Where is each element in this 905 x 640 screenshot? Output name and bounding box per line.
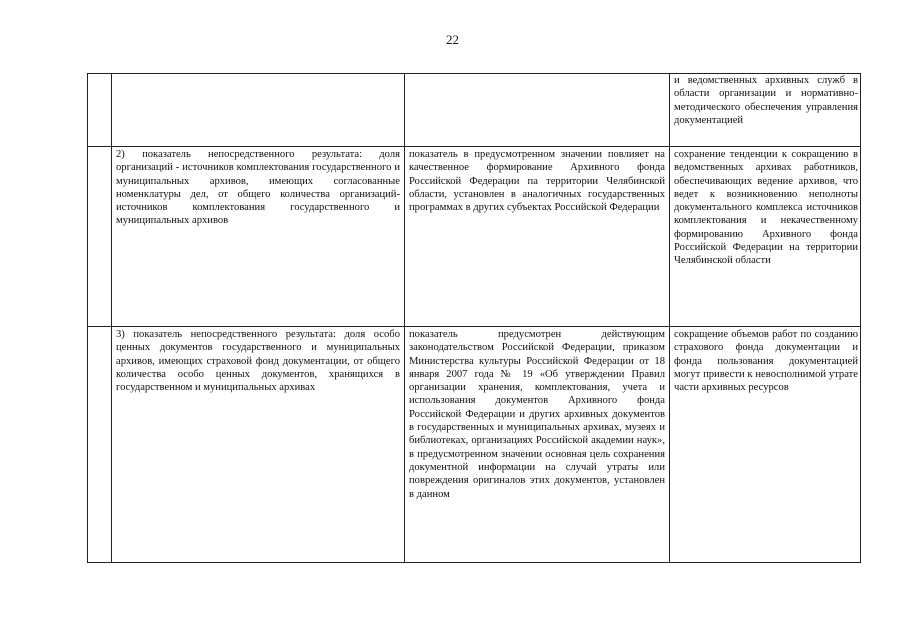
table-cell-risk: сокращение объемов работ по созданию страхового фонда документации и фонда пользования документацией могут привести к невосполнимой утрате части архивных ресурсов [674,329,858,394]
column-divider [404,74,405,562]
table-cell-indicator: 2) показатель непосредственного результата: доля организаций - источников комплектования государственного и муниципальных архивов, имеющих согласованные номенклатуры дел, от общего количества организаций-источников комплектования государственного и муниципальных архивов [116,149,400,227]
table-cell-justification: показатель предусмотрен действующим законодательством Российской Федерации, приказом Министерства культуры Российской Федерации от 18 января 2007 года № 19 «Об утверждении Правил организации хранения, комплектования, учета и использования документов Архивного фонда Российской Федерации и других архивных документов в государственных и муниципальных архивах, музеях и библиотеках, организациях Российской академии наук», в предусмотренном значении основная цель сохранения документной информации на случай утраты или повреждения оригиналов этих документов, установлен в данном [409,329,665,500]
table-cell-number [88,74,111,146]
table-cell-number [88,147,111,326]
page-number: 22 [446,32,459,47]
column-divider [111,74,112,562]
indicator-table [87,73,861,563]
table-cell-indicator: 3) показатель непосредственного результата: доля особо ценных документов государственного и муниципальных архивов, имеющих страховой фонд документации, от общего количества особо ценных документов, хранящихся в государственном и муниципальных архивах [116,329,400,394]
table-cell-justification: показатель в предусмотренном значении повлияет на качественное формирование Архивного фонда Российской Федерации па территории Челябинской области, установлен в аналогичных государственных программах в других субъектах Российской Федерации [409,149,665,214]
row-divider [88,326,860,327]
table-cell-risk: и ведомственных архивных служб в области организации и нормативно-методического обеспечения управления документацией [674,75,858,126]
table-cell-number [88,327,111,562]
table-cell-risk: сохранение тенденции к сокращению в ведомственных архивах работников, обеспечивающих ведение архивов, что ведет к возникновению неполноты документального комплекса источников комплектования и некачественному формированию Архивного фонда Российской Федерации на территории Челябинской области [674,149,858,267]
row-divider [88,146,860,147]
table-cell-justification [409,75,665,145]
table-cell-indicator [116,75,400,145]
column-divider [669,74,670,562]
